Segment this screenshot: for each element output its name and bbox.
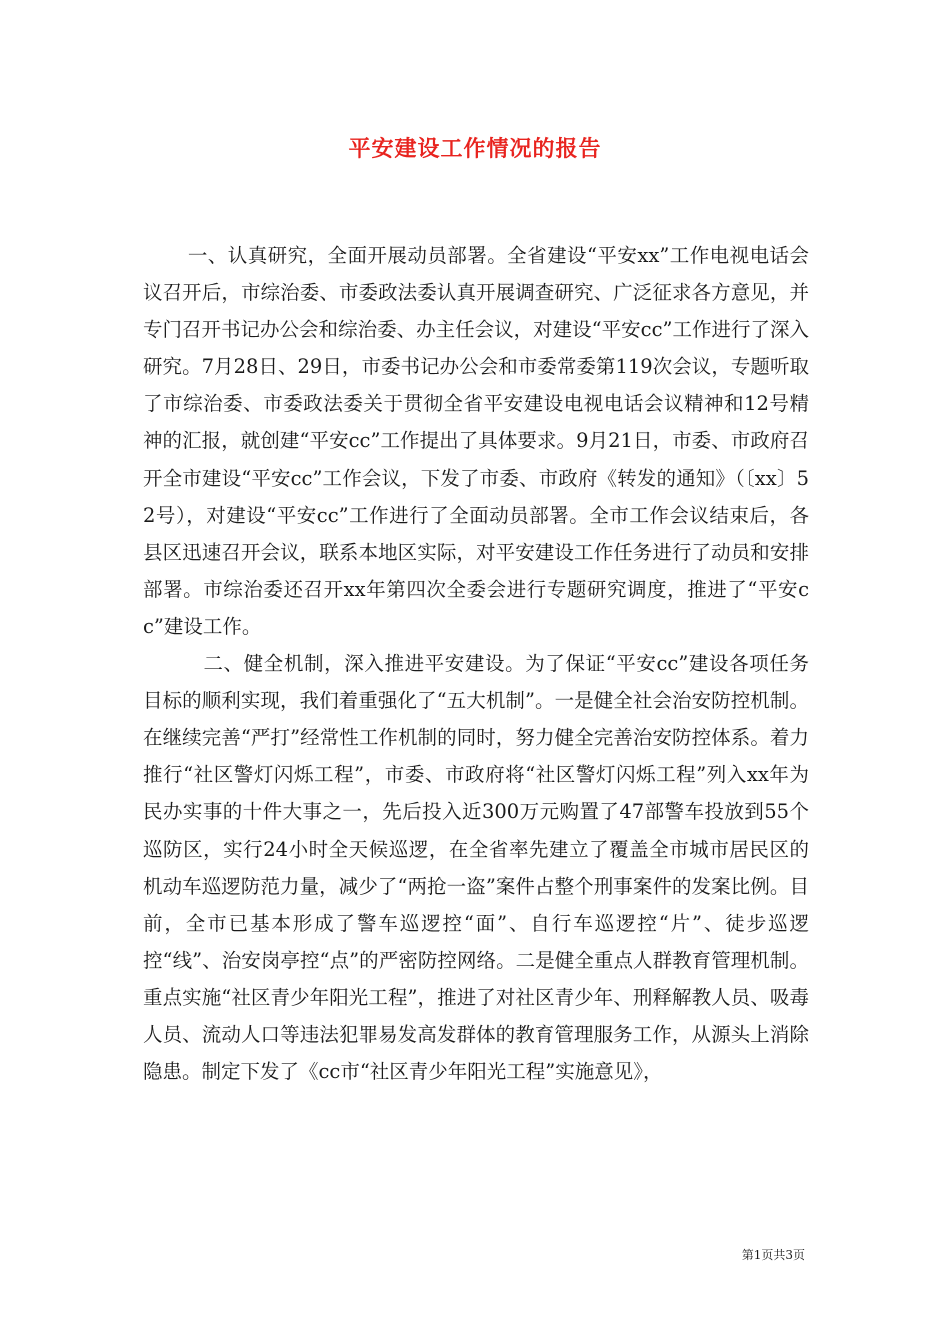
- paragraph-1: 一、认真研究，全面开展动员部署。全省建设“平安xx”工作电视电话会议召开后，市综治委、市委政法委认真开展调查研究、广泛征求各方意见，并专门召开书记办公会和综治委、办主任会议，对建设“平安cc”工作进行了深入研究。7月28日、29日，市委书记办公会和市委常委第119次会议，专题听取了市综治委、市委政法委关于贯彻全省平安建设电视电话会议精神和12号精神的汇报，就创建“平安cc”工作提出了具体要求。9月21日，市委、市政府召开全市建设“平安cc”工作会议，下发了市委、市政府《转发的通知》（〔xx〕52号），对建设“平安cc”工作进行了全面动员部署。全市工作会议结束后，各县区迅速召开会议，联系本地区实际，对平安建设工作任务进行了动员和安排部署。市综治委还召开xx年第四次全委会进行专题研究调度，推进了“平安cc”建设工作。: [143, 244, 809, 638]
- document-title: 平安建设工作情况的报告: [348, 136, 602, 162]
- page-number: 第1页共3页: [741, 1248, 805, 1262]
- document-body: [143, 237, 809, 1090]
- paragraph-2: 二、健全机制，深入推进平安建设。为了保证“平安cc”建设各项任务目标的顺利实现，我们着重强化了“五大机制”。一是健全社会治安防控机制。在继续完善“严打”经常性工作机制的同时，努力健全完善治安防控体系。着力推行“社区警灯闪烁工程”，市委、市政府将“社区警灯闪烁工程”列入xx年为民办实事的十件大事之一，先后投入近300万元购置了47部警车投放到55个巡防区，实行24小时全天候巡逻，在全省率先建立了覆盖全市城市居民区的机动车巡逻防范力量，减少了“两抢一盗”案件占整个刑事案件的发案比例。目前，全市已基本形成了警车巡逻控“面”、自行车巡逻控“片”、徒步巡逻控“线”、治安岗亭控“点”的严密防控网络。二是健全重点人群教育管理机制。重点实施“社区青少年阳光工程”，推进了对社区青少年、刑释解教人员、吸毒人员、流动人口等违法犯罪易发高发群体的教育管理服务工作，从源头上消除隐患。制定下发了《cc市“社区青少年阳光工程”实施意见》，: [143, 652, 809, 1084]
